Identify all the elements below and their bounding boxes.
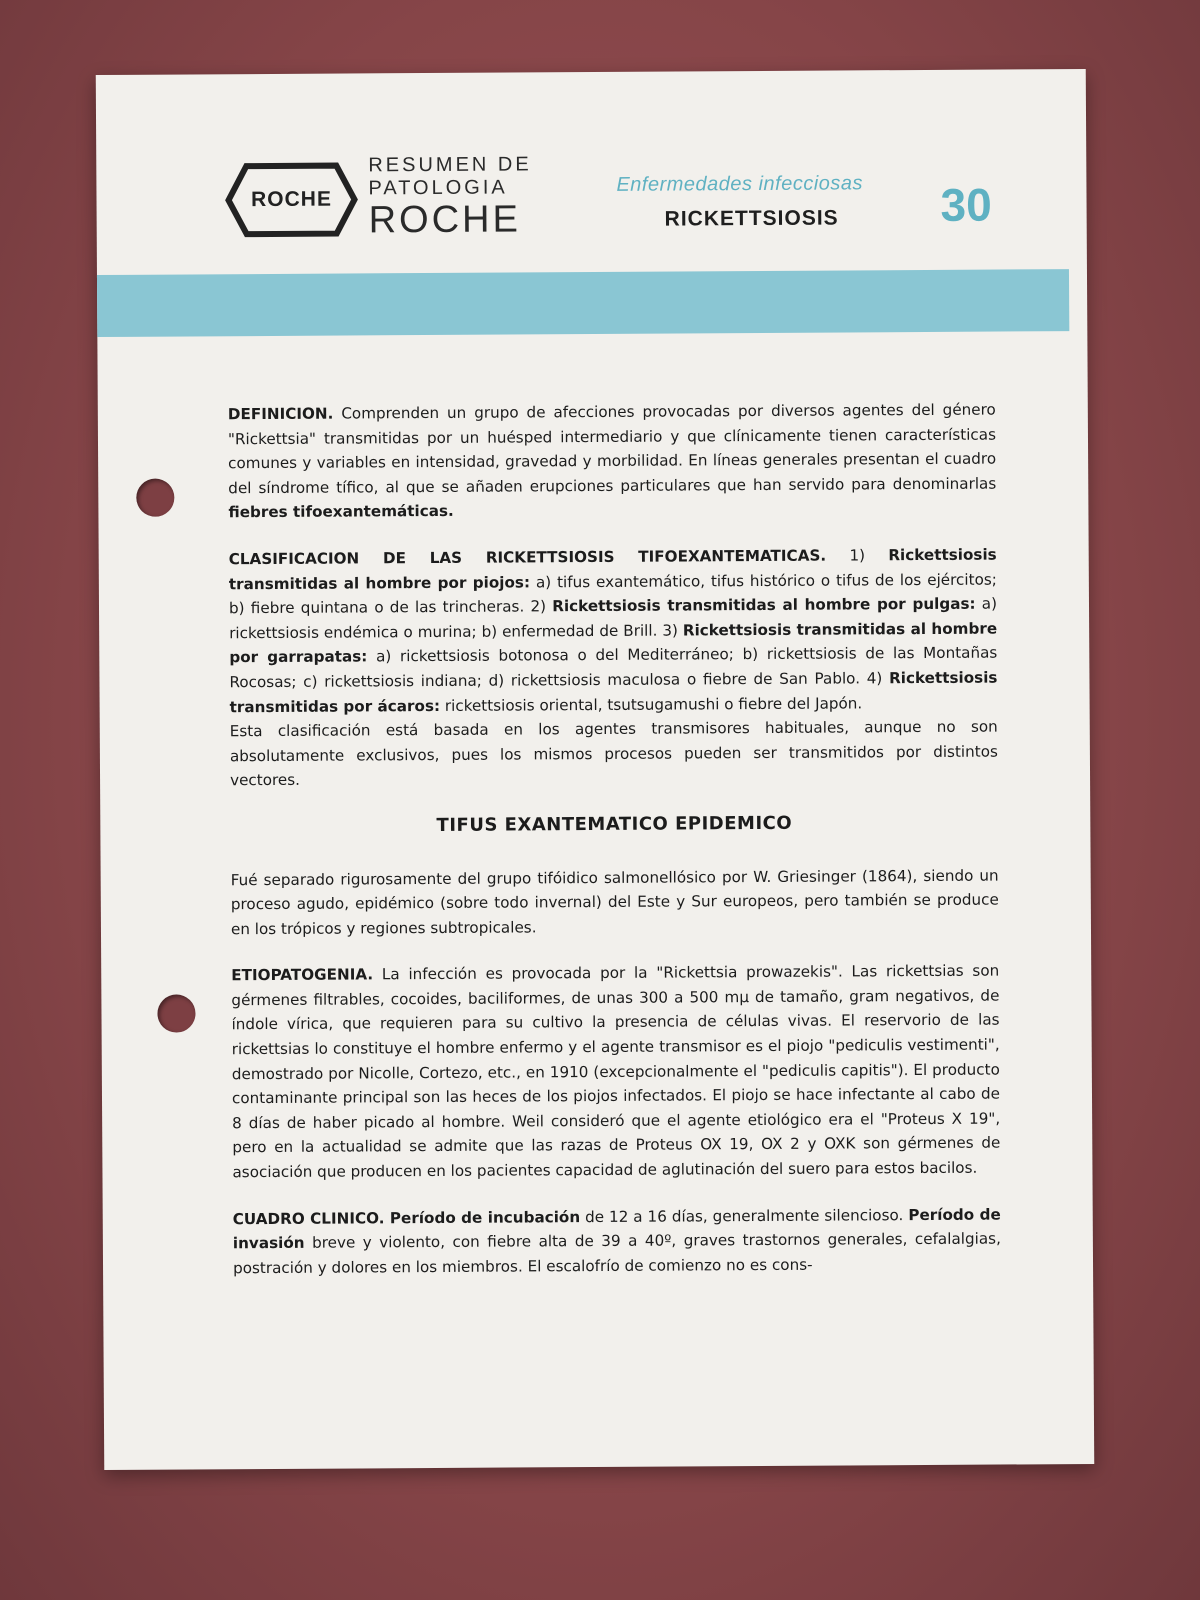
- series-line-1: RESUMEN DE: [368, 153, 532, 177]
- category-label: Enfermedades infecciosas: [616, 172, 864, 196]
- roche-logo: [224, 161, 358, 238]
- cuadro-heading: CUADRO CLINICO.: [232, 1208, 385, 1228]
- clasificacion-note: Esta clasificación está basada en los agentes transmisores habituales, aunque no son absolutamente exclusivos, pues los mismos procesos pueden ser transmitidos por distintos vectores.: [229, 717, 998, 790]
- clasificacion-text-2: a) tifus exantemático, tifus histórico o tifus de los ejércitos; b) fiebre quintana o de las trincheras. 2): [228, 570, 997, 618]
- section-title: TIFUS EXANTEMATICO EPIDEMICO: [436, 812, 793, 836]
- cuadro-text-2: breve y violento, con fiebre alta de 39 a 40º, graves trastornos generales, cefalalgias, postración y dolores en los miembros. El escalofrío de comienzo no es cons-: [232, 1229, 1001, 1278]
- punch-hole-bottom: [157, 994, 195, 1032]
- punch-hole-top: [136, 479, 174, 517]
- clasificacion-text-1: 1): [826, 546, 889, 565]
- definicion-bold: fiebres tifoexantemáticas.: [228, 502, 454, 522]
- etiopatogenia-heading: ETIOPATOGENIA.: [231, 965, 374, 985]
- logo-text: ROCHE: [251, 187, 333, 212]
- cuadro-text-1: de 12 a 16 días, generalmente silencioso.: [580, 1205, 909, 1226]
- clasificacion-text-5: rickettsiosis oriental, tsutsugamushi o fiebre del Japón.: [439, 693, 863, 715]
- etiopatogenia-text: La infección es provocada por la "Rickettsia prowazekis". Las rickettsias son gérmenes filtrables, cocoides, baciliformes, de unas 300 a 500 mμ de tamaño, gram negativos, de índole vírica, que requieren para su cultivo la presencia de células vivas. El reservorio de las rickettsias lo constituye el hombre enfermo y el agente transmisor es el piojo "pediculis vestimenti", demostrado por Nicolle, Cortezo, etc., en 1910 (excepcionalmente el "pediculis capitis"). El producto contaminante principal son las heces de los piojos infectados. El piojo se hace infectante al cabo de 8 días de haber picado al hombre. Weil consideró que el agente etiológico era el "Proteus X 19", pero en la actualidad se admite que las razas de Proteus OX 19, OX 2 y OXK son gérmenes de asociación que producen en los pacientes capacidad de aglutinación del suero para estos bacilos.: [231, 961, 1001, 1182]
- clasificacion-text-3: a) rickettsiosis endémica o murina; b) enfermedad de Brill. 3): [229, 594, 998, 642]
- header-band: [97, 269, 1069, 337]
- clasificacion-bold-1: Rickettsiosis transmitidas al hombre por piojos:: [228, 545, 997, 593]
- definicion-paragraph: [228, 398, 997, 526]
- clasificacion-heading: CLASIFICACION DE LAS RICKETTSIOSIS TIFOEXANTEMATICAS.: [228, 546, 827, 569]
- clasificacion-bold-2: Rickettsiosis transmitidas al hombre por pulgas:: [552, 594, 976, 616]
- document-sheet: [96, 69, 1095, 1470]
- sheet-number: 30: [940, 178, 992, 231]
- clasificacion-bold-3: Rickettsiosis transmitidas al hombre por garrapatas:: [229, 619, 998, 667]
- clasificacion-bold-4: Rickettsiosis transmitidas por ácaros:: [229, 668, 998, 716]
- cuadro-bold-1: Período de incubación: [384, 1207, 581, 1227]
- etiopatogenia-paragraph: [231, 959, 1000, 1185]
- definicion-heading: DEFINICION.: [227, 404, 334, 424]
- topic-title: RICKETTSIOSIS: [664, 206, 839, 231]
- intro-paragraph: Fué separado rigurosamente del grupo tifóidico salmonellósico por W. Griesinger (1864), siendo un proceso agudo, epidémico (sobre todo invernal) del Este y Sur europeos, pero también se produce en los trópicos y regiones subtropicales.: [230, 866, 999, 938]
- cuadro-bold-2: Período de invasión: [232, 1205, 1001, 1253]
- series-line-3: ROCHE: [368, 198, 522, 242]
- clasificacion-text-4: a) rickettsiosis botonosa o del Mediterráneo; b) rickettsiosis de las Montañas Rocosas; c) rickettsiosis indiana; d) rickettsiosis maculosa o fiebre de San Pablo. 4): [229, 643, 998, 692]
- series-title: [368, 153, 532, 242]
- document-body: [228, 398, 1001, 1303]
- cuadro-paragraph: [233, 1202, 1001, 1280]
- clasificacion-paragraph: [229, 543, 998, 720]
- definicion-text: Comprenden un grupo de afecciones provocadas por diversos agentes del género "Rickettsia" transmitidas por un huésped intermediario y que clínicamente tienen características comunes y variables en intensidad, gravedad y morbilidad. En líneas generales presentan el cuadro del síndrome tífico, al que se añaden erupciones particulares que han servido para denominarlas: [227, 400, 997, 498]
- series-line-2: PATOLOGIA: [368, 176, 508, 200]
